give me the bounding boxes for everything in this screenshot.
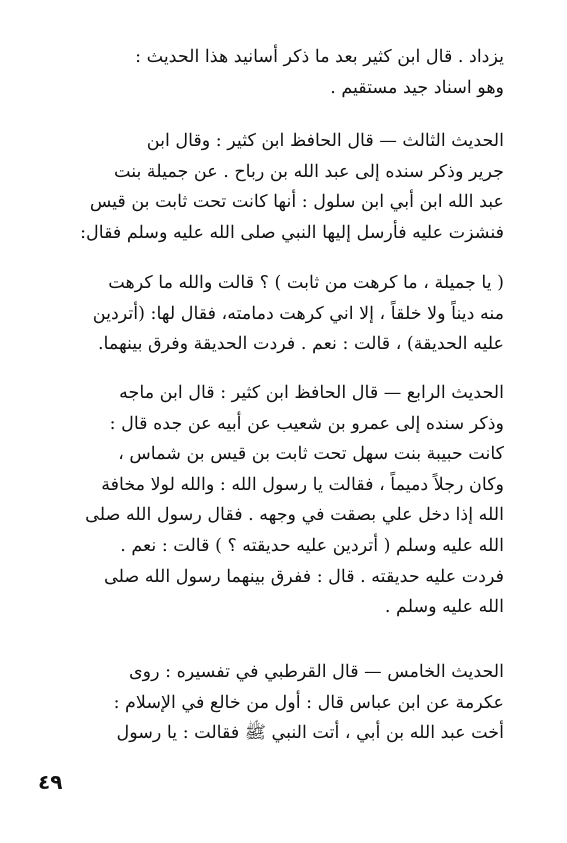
paragraph-hadith-4	[70, 378, 504, 623]
text-line: الحديث الثالث — قال الحافظ ابن كثير : وقال ابن	[146, 131, 504, 151]
text-line: عكرمة عن ابن عباس قال : أول من خالع في الإسلام :	[113, 692, 504, 713]
paragraph-dialogue	[70, 268, 504, 360]
paragraph-1	[70, 42, 504, 103]
text-line: الحديث الخامس — قال القرطبي في تفسيره : روى	[128, 662, 504, 682]
text-line: يزداد . قال ابن كثير بعد ما ذكر أسانيد هذا الحديث :	[135, 47, 504, 67]
text-line: كانت حبيبة بنت سهل تحت ثابت بن قيس بن شماس ،	[118, 444, 504, 465]
text-line: أخت عبد الله بن أبي ، أتت النبي ﷺ فقالت : يا رسول	[116, 723, 504, 744]
text-line: عبد الله ابن أبي ابن سلول : أنها كانت تحت ثابت بن قيس	[89, 192, 504, 213]
text-line: وكان رجلاً دميماً ، فقالت يا رسول الله : والله لولا مخافة	[101, 474, 504, 495]
text-line: وهو اسناد جيد مستقيم .	[330, 77, 504, 98]
page-number: ٤٩	[38, 770, 63, 794]
text-line: وذكر سنده إلى عمرو بن شعيب عن أبيه عن جده قال :	[109, 413, 504, 434]
text-line: منه ديناً ولا خلقاً ، إلا اني كرهت دمامته، فقال لها: (أتردين	[92, 303, 504, 324]
text-line: جرير وذكر سنده إلى عبد الله بن رباح . عن جميلة بنت	[114, 161, 504, 182]
text-line: ( يا جميلة ، ما كرهت من ثابت ) ؟ قالت والله ما كرهت	[108, 273, 504, 293]
text-line: عليه الحديقة) ، قالت : نعم . فردت الحديقة وفرق بينهما.	[97, 334, 504, 355]
text-line: فنشزت عليه فأرسل إليها النبي صلى الله عليه وسلم فقال:	[80, 222, 504, 243]
paragraph-hadith-3	[70, 126, 504, 248]
text-line: فردت عليه حديقته . قال : ففرق بينهما رسول الله صلى	[104, 566, 504, 587]
text-line: الحديث الرابع — قال الحافظ ابن كثير : قال ابن ماجه	[119, 383, 504, 403]
paragraph-hadith-5	[70, 657, 504, 749]
text-line: الله عليه وسلم .	[384, 597, 504, 618]
text-line: الله عليه وسلم ( أتردين عليه حديقته ؟ ) قالت : نعم .	[120, 535, 504, 556]
text-line: الله إذا دخل علي بصقت في وجهه . فقال رسول الله صلى	[85, 505, 504, 526]
